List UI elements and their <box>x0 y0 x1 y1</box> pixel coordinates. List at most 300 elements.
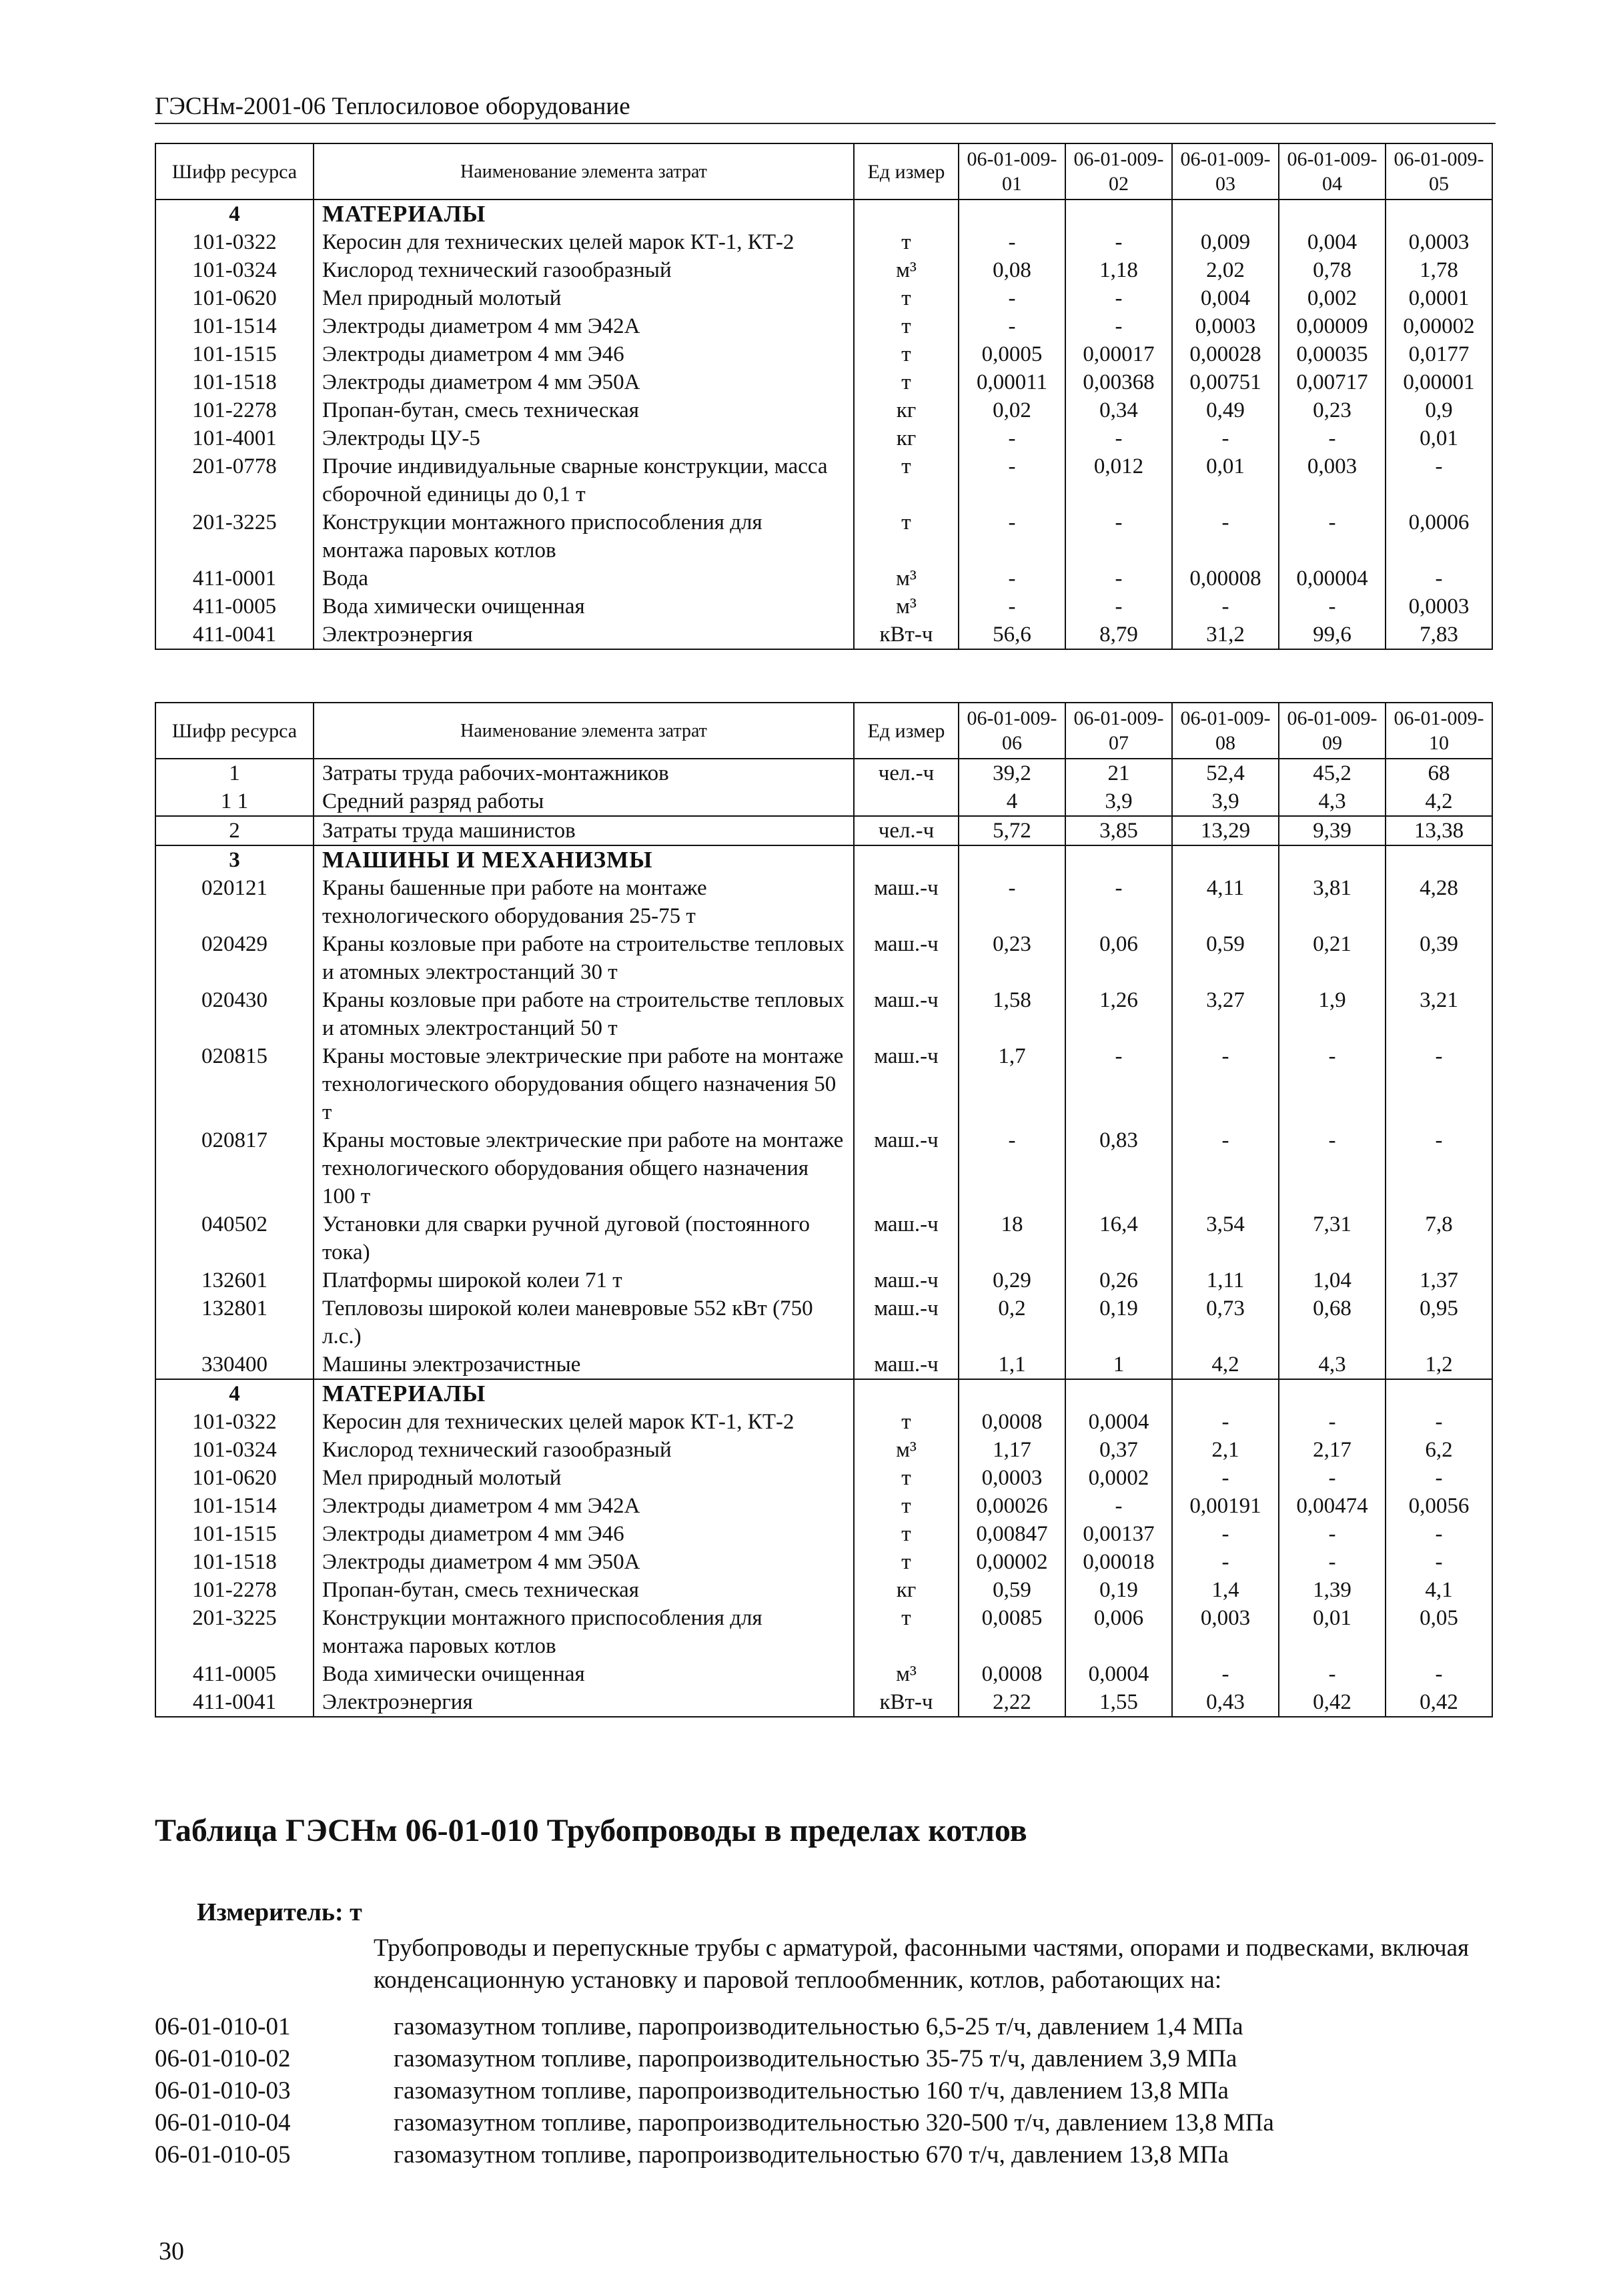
cost-element-name: Керосин для технических целей марок КТ-1, КТ-2 <box>314 1408 854 1436</box>
value-cell: 8,79 <box>1065 621 1172 649</box>
resource-code: 101-4001 <box>155 424 314 452</box>
resource-table-009-01-05 <box>155 143 1493 650</box>
value-cell: 0,00002 <box>1386 312 1492 340</box>
table-row <box>155 228 1492 256</box>
table-row <box>155 787 1492 816</box>
unit-cell: кВт-ч <box>854 621 959 649</box>
unit-cell: м³ <box>854 1436 959 1464</box>
value-cell: 0,23 <box>1279 396 1386 424</box>
unit-cell: маш.-ч <box>854 1294 959 1351</box>
value-cell: 0,00026 <box>959 1492 1065 1520</box>
resource-code: 132601 <box>155 1266 314 1294</box>
table-row <box>155 1548 1492 1576</box>
variant-code: 06-01-010-02 <box>155 2045 291 2072</box>
value-cell: 52,4 <box>1172 759 1279 787</box>
unit-cell: т <box>854 1408 959 1436</box>
value-cell <box>1386 200 1492 228</box>
value-cell: 2,22 <box>959 1688 1065 1717</box>
value-cell: 0,78 <box>1279 256 1386 284</box>
value-cell: 1,39 <box>1279 1576 1386 1604</box>
value-cell: 0,68 <box>1279 1294 1386 1351</box>
value-cell: 0,34 <box>1065 396 1172 424</box>
measure-label: Измеритель: <box>197 1898 344 1926</box>
table-row <box>155 508 1492 564</box>
resource-code: 101-0620 <box>155 1464 314 1492</box>
header-unit: Ед измер <box>854 703 959 759</box>
value-cell <box>1172 1379 1279 1408</box>
cost-element-name: Краны козловые при работе на строительстве тепловых и атомных электростанций 30 т <box>314 930 854 986</box>
resource-code: 101-0620 <box>155 284 314 312</box>
cost-element-name: МАШИНЫ И МЕХАНИЗМЫ <box>314 845 854 874</box>
value-cell: 1,11 <box>1172 1266 1279 1294</box>
value-cell: 0,26 <box>1065 1266 1172 1294</box>
table-row <box>155 1408 1492 1436</box>
cost-element-name: Краны мостовые электрические при работе на монтаже технологического оборудования общего назначения 50 т <box>314 1042 854 1126</box>
header-col: 06-01-009-10 <box>1386 703 1492 759</box>
cost-element-name: Вода <box>314 564 854 593</box>
value-cell: - <box>1279 1548 1386 1576</box>
value-cell: 0,19 <box>1065 1294 1172 1351</box>
table-description: Трубопроводы и перепускные трубы с арматурой, фасонными частями, опорами и подвесками, включая конденсационную установку и паровой теплообменник, котлов, работающих на: <box>374 1934 1470 1994</box>
table-row <box>155 368 1492 396</box>
cost-element-name: Платформы широкой колеи 71 т <box>314 1266 854 1294</box>
value-cell: - <box>959 312 1065 340</box>
value-cell: - <box>1386 564 1492 593</box>
variant-text: газомазутном топливе, паропроизводительностью 670 т/ч, давлением 13,8 МПа <box>394 2141 1229 2169</box>
header-code: Шифр ресурса <box>155 703 314 759</box>
resource-code: 411-0041 <box>155 621 314 649</box>
value-cell: 0,00751 <box>1172 368 1279 396</box>
table-row <box>155 1576 1492 1604</box>
value-cell: - <box>1386 1126 1492 1210</box>
value-cell: - <box>1172 1126 1279 1210</box>
resource-code: 101-2278 <box>155 396 314 424</box>
table-row <box>155 1351 1492 1379</box>
unit-cell <box>854 1379 959 1408</box>
resource-code: 020815 <box>155 1042 314 1126</box>
value-cell: 1,18 <box>1065 256 1172 284</box>
cost-element-name: Краны козловые при работе на строительстве тепловых и атомных электростанций 50 т <box>314 986 854 1042</box>
resource-code: 4 <box>155 200 314 228</box>
value-cell: 7,31 <box>1279 1210 1386 1266</box>
value-cell: 0,29 <box>959 1266 1065 1294</box>
value-cell: - <box>1065 312 1172 340</box>
value-cell <box>1065 200 1172 228</box>
value-cell: 45,2 <box>1279 759 1386 787</box>
table-row <box>155 284 1492 312</box>
unit-cell: м³ <box>854 256 959 284</box>
unit-cell: т <box>854 284 959 312</box>
unit-cell: маш.-ч <box>854 1042 959 1126</box>
value-cell: - <box>959 228 1065 256</box>
value-cell: - <box>1279 1464 1386 1492</box>
value-cell: 1,9 <box>1279 986 1386 1042</box>
value-cell: - <box>1172 424 1279 452</box>
value-cell: 4,11 <box>1172 874 1279 930</box>
unit-cell: кг <box>854 396 959 424</box>
value-cell: 0,003 <box>1172 1604 1279 1660</box>
value-cell: 0,00001 <box>1386 368 1492 396</box>
cost-element-name: Пропан-бутан, смесь техническая <box>314 396 854 424</box>
value-cell: 0,004 <box>1172 284 1279 312</box>
value-cell: - <box>1386 1408 1492 1436</box>
value-cell <box>1172 845 1279 874</box>
value-cell: 4,28 <box>1386 874 1492 930</box>
resource-code: 3 <box>155 845 314 874</box>
value-cell: - <box>959 452 1065 508</box>
value-cell: 0,00137 <box>1065 1520 1172 1548</box>
variant-code: 06-01-010-04 <box>155 2109 291 2137</box>
resource-code: 330400 <box>155 1351 314 1379</box>
unit-cell: маш.-ч <box>854 930 959 986</box>
header-name: Наименование элемента затрат <box>314 143 854 200</box>
value-cell: 0,0003 <box>1386 228 1492 256</box>
table-row <box>155 1492 1492 1520</box>
cost-element-name: Электроэнергия <box>314 1688 854 1717</box>
value-cell: - <box>1279 593 1386 621</box>
table-row <box>155 593 1492 621</box>
variant-item <box>155 2011 1274 2043</box>
value-cell: 0,9 <box>1386 396 1492 424</box>
value-cell: - <box>1065 564 1172 593</box>
resource-code: 201-0778 <box>155 452 314 508</box>
value-cell <box>1279 845 1386 874</box>
value-cell <box>1065 1379 1172 1408</box>
value-cell: 0,00008 <box>1172 564 1279 593</box>
resource-code: 4 <box>155 1379 314 1408</box>
value-cell: 3,27 <box>1172 986 1279 1042</box>
value-cell: - <box>1172 1520 1279 1548</box>
resource-code: 411-0005 <box>155 593 314 621</box>
value-cell: - <box>1279 424 1386 452</box>
variant-code: 06-01-010-03 <box>155 2077 291 2104</box>
variant-text: газомазутном топливе, паропроизводительностью 35-75 т/ч, давлением 3,9 МПа <box>394 2045 1237 2072</box>
value-cell: 0,00004 <box>1279 564 1386 593</box>
value-cell: 0,08 <box>959 256 1065 284</box>
value-cell: 4,3 <box>1279 1351 1386 1379</box>
table-row <box>155 1520 1492 1548</box>
table-row <box>155 1126 1492 1210</box>
value-cell: - <box>1172 1042 1279 1126</box>
unit-cell: м³ <box>854 1660 959 1688</box>
cost-element-name: Кислород технический газообразный <box>314 256 854 284</box>
table-row <box>155 1042 1492 1126</box>
table-row <box>155 1266 1492 1294</box>
table-row <box>155 621 1492 649</box>
resource-code: 132801 <box>155 1294 314 1351</box>
value-cell: 21 <box>1065 759 1172 787</box>
variant-text: газомазутном топливе, паропроизводительностью 6,5-25 т/ч, давлением 1,4 МПа <box>394 2013 1243 2040</box>
value-cell: 0,83 <box>1065 1126 1172 1210</box>
variant-code: 06-01-010-05 <box>155 2141 291 2169</box>
header-name: Наименование элемента затрат <box>314 703 854 759</box>
value-cell: 9,39 <box>1279 816 1386 845</box>
value-cell: 0,00011 <box>959 368 1065 396</box>
value-cell: 16,4 <box>1065 1210 1172 1266</box>
resource-code: 101-0324 <box>155 1436 314 1464</box>
value-cell: 0,0005 <box>959 340 1065 368</box>
value-cell: 0,0004 <box>1065 1660 1172 1688</box>
value-cell: 0,00017 <box>1065 340 1172 368</box>
variant-text: газомазутном топливе, паропроизводительностью 320-500 т/ч, давлением 13,8 МПа <box>394 2109 1274 2137</box>
value-cell <box>959 845 1065 874</box>
unit-cell: маш.-ч <box>854 986 959 1042</box>
section-row <box>155 1379 1492 1408</box>
value-cell: - <box>959 874 1065 930</box>
value-cell: - <box>1386 1042 1492 1126</box>
cost-element-name: Керосин для технических целей марок КТ-1, КТ-2 <box>314 228 854 256</box>
value-cell: 1,78 <box>1386 256 1492 284</box>
header-col: 06-01-009-03 <box>1172 143 1279 200</box>
value-cell: 1,17 <box>959 1436 1065 1464</box>
table-row <box>155 564 1492 593</box>
cost-element-name: Электроды диаметром 4 мм Э42А <box>314 1492 854 1520</box>
cost-element-name: Затраты труда машинистов <box>314 816 854 845</box>
unit-cell: т <box>854 1548 959 1576</box>
resource-code: 101-1515 <box>155 340 314 368</box>
value-cell: - <box>1065 593 1172 621</box>
cost-element-name: Электроды диаметром 4 мм Э50А <box>314 368 854 396</box>
value-cell <box>1065 845 1172 874</box>
value-cell: 0,59 <box>1172 930 1279 986</box>
unit-cell: т <box>854 508 959 564</box>
resource-code: 201-3225 <box>155 1604 314 1660</box>
value-cell: 13,29 <box>1172 816 1279 845</box>
value-cell: 4 <box>959 787 1065 816</box>
value-cell: 1,04 <box>1279 1266 1386 1294</box>
measure-line <box>197 1898 362 1927</box>
value-cell: - <box>1279 508 1386 564</box>
header-col: 06-01-009-08 <box>1172 703 1279 759</box>
value-cell: 18 <box>959 1210 1065 1266</box>
value-cell: 0,01 <box>1386 424 1492 452</box>
value-cell: 1,26 <box>1065 986 1172 1042</box>
value-cell: 39,2 <box>959 759 1065 787</box>
unit-cell: т <box>854 1492 959 1520</box>
cost-element-name: Вода химически очищенная <box>314 1660 854 1688</box>
cost-element-name: Электроэнергия <box>314 621 854 649</box>
value-cell: - <box>1065 508 1172 564</box>
cost-element-name: Мел природный молотый <box>314 284 854 312</box>
unit-cell <box>854 787 959 816</box>
header-unit: Ед измер <box>854 143 959 200</box>
resource-code: 1 1 <box>155 787 314 816</box>
unit-cell: маш.-ч <box>854 1266 959 1294</box>
value-cell: 5,72 <box>959 816 1065 845</box>
value-cell: 99,6 <box>1279 621 1386 649</box>
value-cell: 0,23 <box>959 930 1065 986</box>
value-cell: 0,0085 <box>959 1604 1065 1660</box>
value-cell: - <box>1279 1520 1386 1548</box>
value-cell: - <box>959 424 1065 452</box>
resource-code: 101-0322 <box>155 228 314 256</box>
unit-cell: т <box>854 1464 959 1492</box>
value-cell: 0,003 <box>1279 452 1386 508</box>
value-cell: - <box>1279 1408 1386 1436</box>
table-row <box>155 874 1492 930</box>
header-col: 06-01-009-02 <box>1065 143 1172 200</box>
value-cell: 1,4 <box>1172 1576 1279 1604</box>
value-cell: 1,55 <box>1065 1688 1172 1717</box>
value-cell: 0,009 <box>1172 228 1279 256</box>
value-cell: 0,012 <box>1065 452 1172 508</box>
unit-cell: м³ <box>854 593 959 621</box>
value-cell: 0,01 <box>1172 452 1279 508</box>
value-cell <box>1279 1379 1386 1408</box>
value-cell: 0,0004 <box>1065 1408 1172 1436</box>
unit-cell: т <box>854 312 959 340</box>
resource-code: 101-1518 <box>155 368 314 396</box>
header-col: 06-01-009-09 <box>1279 703 1386 759</box>
value-cell: 4,2 <box>1386 787 1492 816</box>
cost-element-name: Средний разряд работы <box>314 787 854 816</box>
table-header-row <box>155 143 1492 200</box>
value-cell: 1,58 <box>959 986 1065 1042</box>
unit-cell: кВт-ч <box>854 1688 959 1717</box>
value-cell <box>1386 1379 1492 1408</box>
resource-code: 101-2278 <box>155 1576 314 1604</box>
resource-code: 201-3225 <box>155 508 314 564</box>
unit-cell: т <box>854 452 959 508</box>
value-cell: 0,37 <box>1065 1436 1172 1464</box>
value-cell: 0,00847 <box>959 1520 1065 1548</box>
value-cell: 56,6 <box>959 621 1065 649</box>
value-cell: 0,0003 <box>1172 312 1279 340</box>
value-cell: 0,00009 <box>1279 312 1386 340</box>
table-row <box>155 816 1492 845</box>
value-cell: - <box>1386 452 1492 508</box>
table-row <box>155 1604 1492 1660</box>
resource-code: 411-0041 <box>155 1688 314 1717</box>
cost-element-name: МАТЕРИАЛЫ <box>314 1379 854 1408</box>
table-row <box>155 1464 1492 1492</box>
value-cell: 0,0003 <box>1386 593 1492 621</box>
value-cell: 0,21 <box>1279 930 1386 986</box>
value-cell: - <box>1386 1464 1492 1492</box>
variant-item <box>155 2107 1274 2139</box>
value-cell: 4,3 <box>1279 787 1386 816</box>
value-cell: 3,81 <box>1279 874 1386 930</box>
value-cell: 0,00028 <box>1172 340 1279 368</box>
value-cell: - <box>1386 1520 1492 1548</box>
header-col: 06-01-009-07 <box>1065 703 1172 759</box>
value-cell: 0,01 <box>1279 1604 1386 1660</box>
variant-code: 06-01-010-01 <box>155 2013 291 2040</box>
unit-cell: чел.-ч <box>854 759 959 787</box>
value-cell: - <box>1386 1660 1492 1688</box>
value-cell: - <box>1172 508 1279 564</box>
unit-cell: маш.-ч <box>854 874 959 930</box>
value-cell: 0,00368 <box>1065 368 1172 396</box>
value-cell: 4,1 <box>1386 1576 1492 1604</box>
value-cell: 0,0008 <box>959 1408 1065 1436</box>
cost-element-name: Конструкции монтажного приспособления для монтажа паровых котлов <box>314 1604 854 1660</box>
cost-element-name: Вода химически очищенная <box>314 593 854 621</box>
value-cell: - <box>1172 1408 1279 1436</box>
value-cell: - <box>1065 874 1172 930</box>
cost-element-name: Тепловозы широкой колеи маневровые 552 кВт (750 л.с.) <box>314 1294 854 1351</box>
value-cell: 1,1 <box>959 1351 1065 1379</box>
value-cell <box>1279 200 1386 228</box>
value-cell <box>959 1379 1065 1408</box>
value-cell: 0,59 <box>959 1576 1065 1604</box>
section-row <box>155 200 1492 228</box>
value-cell: 0,002 <box>1279 284 1386 312</box>
unit-cell: т <box>854 1520 959 1548</box>
table-row <box>155 930 1492 986</box>
cost-element-name: Затраты труда рабочих-монтажников <box>314 759 854 787</box>
value-cell: 0,73 <box>1172 1294 1279 1351</box>
value-cell: - <box>1386 1548 1492 1576</box>
cost-element-name: Установки для сварки ручной дуговой (постоянного тока) <box>314 1210 854 1266</box>
cost-element-name: Конструкции монтажного приспособления для монтажа паровых котлов <box>314 508 854 564</box>
variant-item <box>155 2043 1274 2075</box>
header-col: 06-01-009-05 <box>1386 143 1492 200</box>
value-cell: 0,00191 <box>1172 1492 1279 1520</box>
resource-code: 2 <box>155 816 314 845</box>
value-cell: - <box>1172 593 1279 621</box>
value-cell <box>959 200 1065 228</box>
cost-element-name: Пропан-бутан, смесь техническая <box>314 1576 854 1604</box>
cost-element-name: Электроды диаметром 4 мм Э42А <box>314 312 854 340</box>
value-cell: 3,54 <box>1172 1210 1279 1266</box>
unit-cell: кг <box>854 424 959 452</box>
value-cell: 0,00474 <box>1279 1492 1386 1520</box>
table-row <box>155 986 1492 1042</box>
unit-cell: маш.-ч <box>854 1210 959 1266</box>
value-cell: 0,49 <box>1172 396 1279 424</box>
table-row <box>155 256 1492 284</box>
value-cell: - <box>1279 1042 1386 1126</box>
cost-element-name: Машины электрозачистные <box>314 1351 854 1379</box>
table-row <box>155 396 1492 424</box>
unit-cell <box>854 845 959 874</box>
unit-cell: м³ <box>854 564 959 593</box>
value-cell: - <box>1279 1660 1386 1688</box>
header-col: 06-01-009-06 <box>959 703 1065 759</box>
value-cell: - <box>959 284 1065 312</box>
cost-element-name: Электроды диаметром 4 мм Э50А <box>314 1548 854 1576</box>
value-cell: - <box>959 593 1065 621</box>
value-cell: 0,00035 <box>1279 340 1386 368</box>
value-cell: 0,00018 <box>1065 1548 1172 1576</box>
header-col: 06-01-009-04 <box>1279 143 1386 200</box>
value-cell: - <box>1065 284 1172 312</box>
unit-cell: т <box>854 368 959 396</box>
value-cell <box>1386 845 1492 874</box>
cost-element-name: Электроды диаметром 4 мм Э46 <box>314 1520 854 1548</box>
table-row <box>155 1210 1492 1266</box>
value-cell: 0,0056 <box>1386 1492 1492 1520</box>
table-row <box>155 1660 1492 1688</box>
table-header-row <box>155 703 1492 759</box>
section-row <box>155 845 1492 874</box>
cost-element-name: Кислород технический газообразный <box>314 1436 854 1464</box>
value-cell: 0,06 <box>1065 930 1172 986</box>
value-cell: 0,42 <box>1279 1688 1386 1717</box>
value-cell: 0,42 <box>1386 1688 1492 1717</box>
value-cell: 3,21 <box>1386 986 1492 1042</box>
value-cell: - <box>1065 424 1172 452</box>
resource-code: 020429 <box>155 930 314 986</box>
value-cell: - <box>959 1126 1065 1210</box>
value-cell: 6,2 <box>1386 1436 1492 1464</box>
resource-code: 101-1515 <box>155 1520 314 1548</box>
value-cell: 0,0177 <box>1386 340 1492 368</box>
resource-code: 101-1514 <box>155 1492 314 1520</box>
variants-list <box>155 2011 1274 2171</box>
value-cell: 7,8 <box>1386 1210 1492 1266</box>
